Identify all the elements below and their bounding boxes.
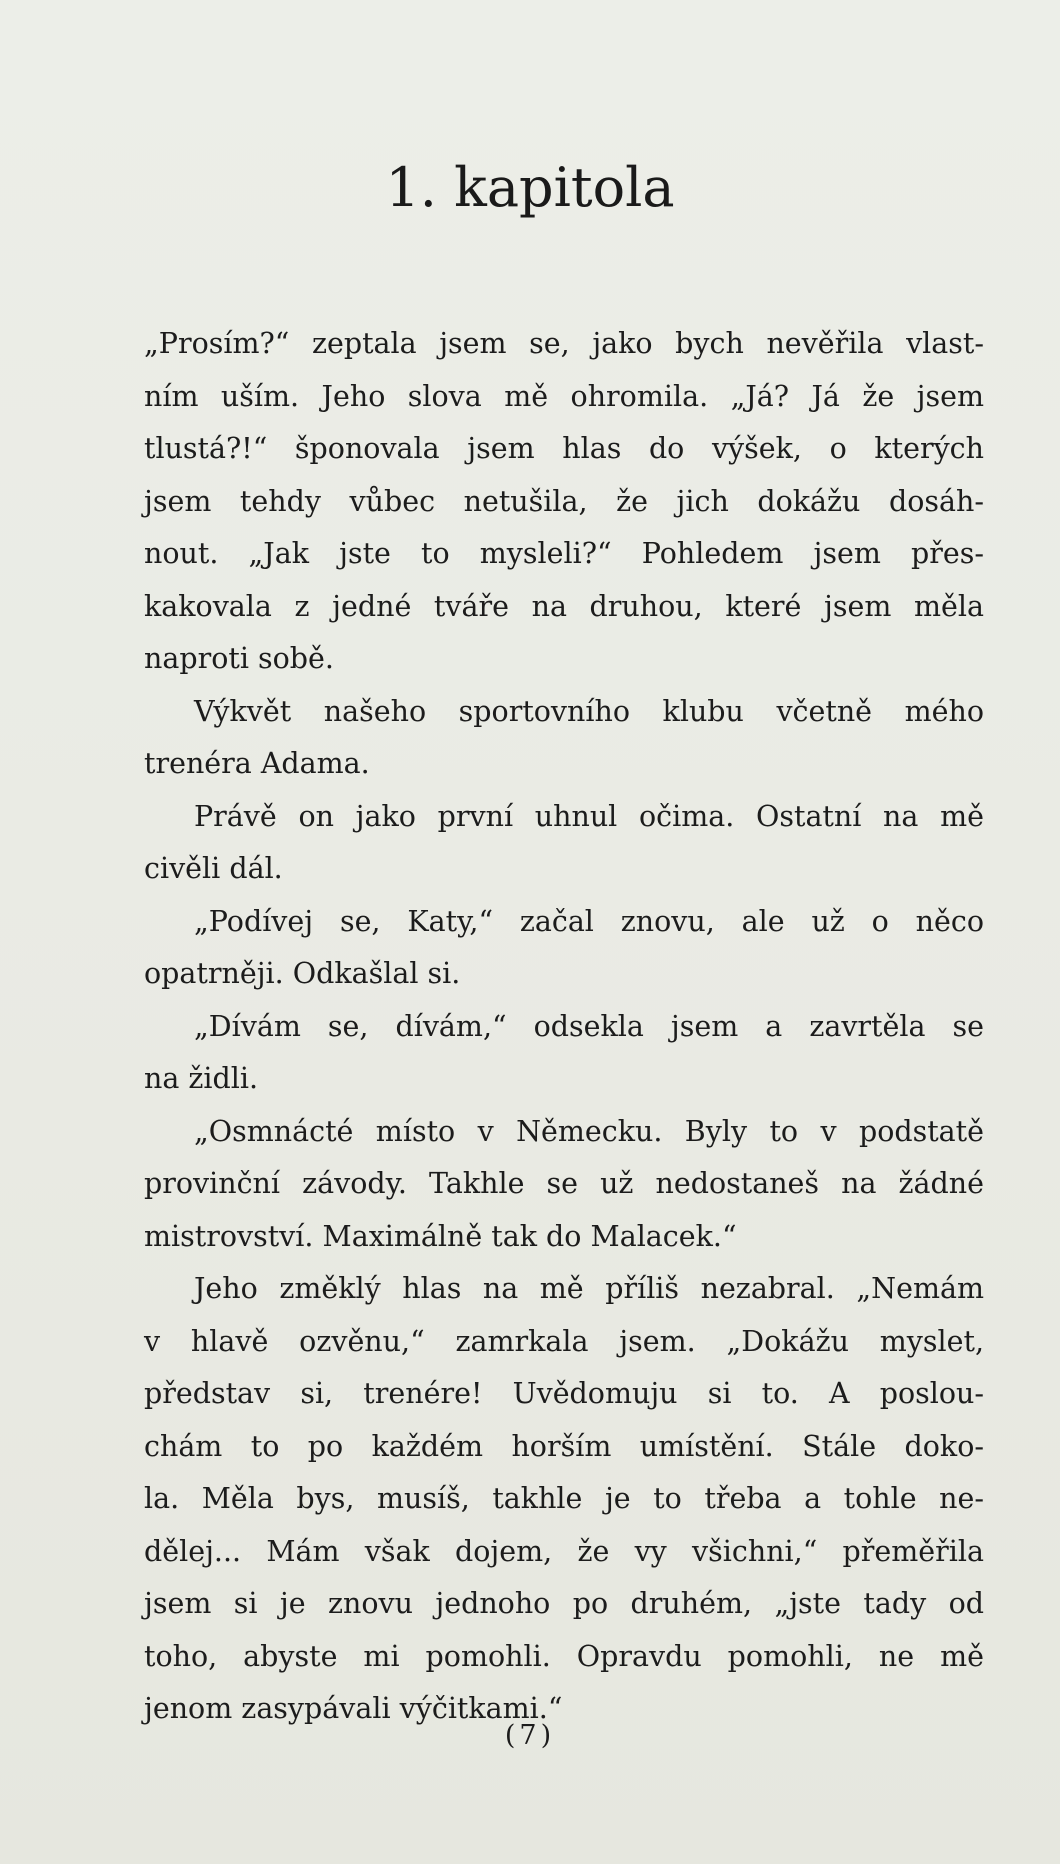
text-line: civěli dál. [144, 852, 283, 885]
text-line: tlustá?!“ šponovala jsem hlas do výšek, o kterých [144, 432, 984, 465]
text-line: na židli. [144, 1062, 259, 1095]
text-line: kakovala z jedné tváře na druhou, které jsem měla [144, 589, 984, 623]
text-line: chám to po každém horším umístění. Stále doko- [144, 1429, 984, 1463]
text-line: jenom zasypávali výčitkami.“ [144, 1692, 563, 1725]
text-line: nout. „Jak jste to mysleli?“ Pohledem jsem přes- [144, 537, 984, 570]
text-line: ním uším. Jeho slova mě ohromila. „Já? Já že jsem [144, 379, 984, 413]
text-line: jsem tehdy vůbec netušila, že jich dokážu dosáh- [144, 484, 984, 518]
text-line: „Osmnácté místo v Německu. Byly to v podstatě [194, 1114, 984, 1148]
text-line: v hlavě ozvěnu,“ zamrkala jsem. „Dokážu myslet, [144, 1324, 984, 1358]
text-line: toho, abyste mi pomohli. Opravdu pomohli, ne mě [144, 1639, 984, 1673]
text-line: „Dívám se, dívám,“ odsekla jsem a zavrtěla se [194, 1009, 984, 1043]
page-number: (7) [504, 1720, 556, 1751]
text-line: trenéra Adama. [144, 747, 370, 780]
chapter-title: 1. kapitola [385, 156, 675, 220]
body-text [144, 318, 984, 1736]
text-line: provinční závody. Takhle se už nedostaneš na žádné [144, 1167, 984, 1200]
text-line: jsem si je znovu jednoho po druhém, „jste tady od [144, 1587, 984, 1620]
text-line: dělej... Mám však dojem, že vy všichni,“ přeměřila [144, 1534, 984, 1568]
text-line: naproti sobě. [144, 642, 334, 675]
text-line: Jeho změklý hlas na mě příliš nezabral. „Nemám [194, 1272, 984, 1305]
text-line: opatrněji. Odkašlal si. [144, 957, 461, 990]
text-line: představ si, trenére! Uvědomuju si to. A poslou- [144, 1377, 984, 1410]
text-line: „Prosím?“ zeptala jsem se, jako bych nevěřila vlast- [144, 327, 984, 360]
text-line: la. Měla bys, musíš, takhle je to třeba a tohle ne- [144, 1482, 984, 1515]
text-line: Právě on jako první uhnul očima. Ostatní na mě [194, 799, 984, 833]
text-line: Výkvět našeho sportovního klubu včetně mého [194, 694, 984, 728]
text-line: mistrovství. Maximálně tak do Malacek.“ [144, 1219, 737, 1253]
text-line: „Podívej se, Katy,“ začal znovu, ale už o něco [194, 904, 984, 938]
